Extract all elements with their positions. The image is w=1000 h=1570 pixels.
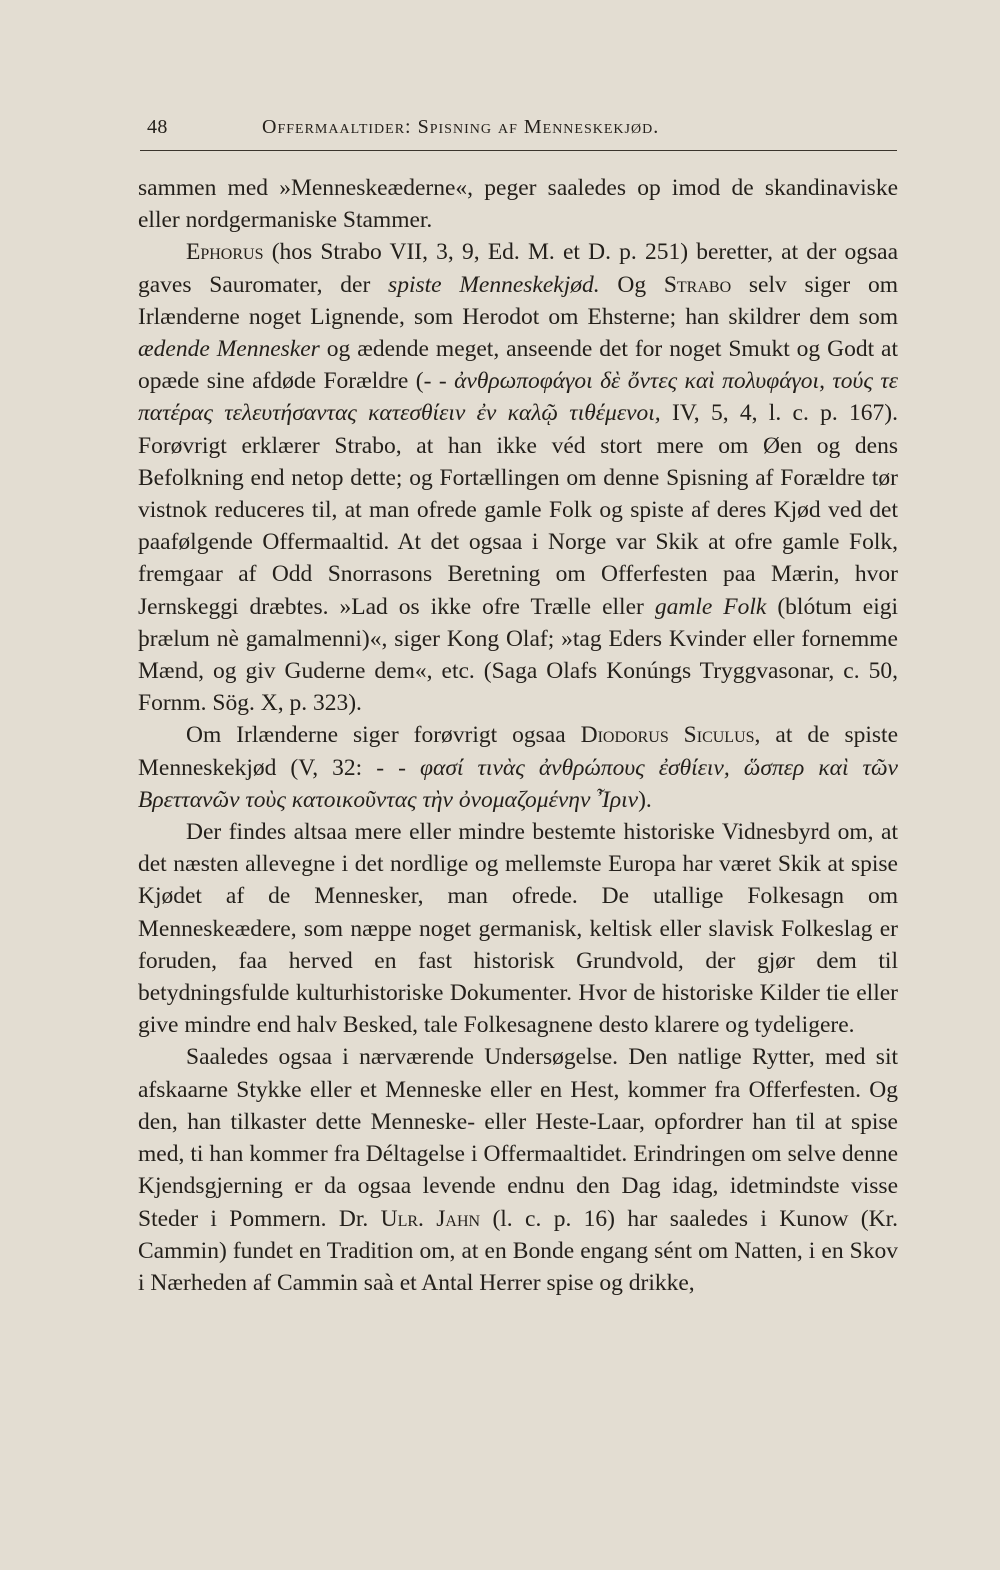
paragraph <box>138 719 898 816</box>
text-run: (hos Strabo VII, 3, 9, Ed. M. et D. p. 251) beretter, at der ogsaa gaves Sauromater, der <box>138 239 898 298</box>
text-run: Og <box>599 271 664 298</box>
text-run: Der findes altsaa mere eller mindre bestemte historiske Vidnesbyrd om, at det næsten allevegne i det nordlige og mellemste Europa har været Skik at spise Kjødet af de Mennesker, man ofrede. De utallige Folkesagn om Menneskeædere, som næppe noget germanisk, keltisk eller slavisk Folkeslag er foruden, faa herved en fast historisk Grundvold, der gjør dem til betydningsfulde kulturhistoriske Dokumenter. Hvor de historiske Kilder tie eller give mindre end halv Besked, tale Folkesagnene desto klarere og tydeligere. <box>138 819 898 1039</box>
italic-text: ἀνθρωποφάγοι δὲ ὄντες καὶ πολυφάγοι, τούς τε πατέρας τελευτήσαντας κατεσθίειν ἐν καλῷ τιθέμενοι, <box>138 368 898 427</box>
body-text <box>138 172 898 1299</box>
italic-text: gamle Folk <box>654 593 767 620</box>
italic-text: spiste Menneskekjød. <box>388 271 600 298</box>
paragraph <box>138 172 898 236</box>
paragraph <box>138 236 898 719</box>
text-run: (blótum eigi þrælum nè gamalmenni)«, siger Kong Olaf; »tag Eders Kvinder eller fornemme Mænd, og giv Guderne dem«, etc. (Saga Olafs Konúngs Tryggvasonar, c. 50, Fornm. Sög. X, p. 323). <box>138 593 899 717</box>
page-number: 48 <box>147 116 168 138</box>
text-run: IV, 5, 4, l. c. p. 167). Forøvrigt erklærer Strabo, at han ikke véd stort mere om Øen og dens Befolkning end netop dette; og Fortællingen om denne Spisning af Forældre tør vistnok reduceres til, at man ofrede gamle Folk og spiste af deres Kjød ved det paafølgende Offermaaltid. At det ogsaa i Norge var Skik at ofre gamle Folk, fremgaar af Odd Snorrasons Beretning om Offerfesten paa Mærin, hvor Jernskeggi dræbtes. »Lad os ikke ofre Trælle eller <box>138 400 898 620</box>
text-run: og ædende meget, anseende det for noget Smukt og Godt at opæde sine afdøde Forældre (- - <box>138 336 898 395</box>
paragraph <box>138 1041 898 1299</box>
text-run: (l. c. p. 16) har saaledes i Kunow (Kr. Cammin) fundet en Tradition om, at en Bonde engang sént om Natten, i en Skov i Nærheden af Cammin saà et Antal Herrer spise og drikke, <box>138 1205 898 1296</box>
small-caps-name: Ulr. Jahn <box>380 1205 481 1232</box>
header-rule <box>140 150 897 151</box>
running-title: Offermaaltider: Spisning af Menneskekjød. <box>262 116 660 138</box>
paragraph <box>138 816 898 1041</box>
text-run: Saaledes ogsaa i nærværende Undersøgelse. Den natlige Rytter, med sit afskaarne Stykke eller et Menneske eller en Hest, kommer fra Offerfesten. Og den, han tilkaster dette Menneske- eller Heste-Laar, opfordrer han til at spise med, ti han kommer fra Déltagelse i Offermaaltidet. Erindringen om selve denne Kjendsgjerning er da ogsaa levende endnu den Dag idag, idetmindste visse Steder i Pommern. Dr. <box>138 1044 898 1232</box>
italic-text: ædende Mennesker <box>138 336 320 363</box>
page-header <box>147 116 897 139</box>
text-run: sammen med »Menneskeæderne«, peger saaledes op imod de skandinaviske eller nordgermaniske Stammer. <box>138 175 898 234</box>
small-caps-name: Ephorus <box>186 239 264 266</box>
small-caps-name: Strabo <box>663 271 732 298</box>
italic-text: φασί τινὰς ἀνθρώπους ἐσθίειν, ὥσπερ καὶ τῶν Βρεττανῶν τοὺς κατοικοῦντας τὴν ὀνομαζομένην Ἶριν <box>138 754 898 813</box>
text-run: , at de spiste Menneskekjød (V, 32: - - <box>138 722 899 781</box>
text-run: selv siger om Irlænderne noget Lignende, som Herodot om Ehsterne; han skildrer dem som <box>138 271 898 330</box>
text-run: ). <box>638 786 652 813</box>
small-caps-name: Diodorus Siculus <box>580 722 755 749</box>
text-run: Om Irlænderne siger forøvrigt ogsaa <box>186 722 581 749</box>
